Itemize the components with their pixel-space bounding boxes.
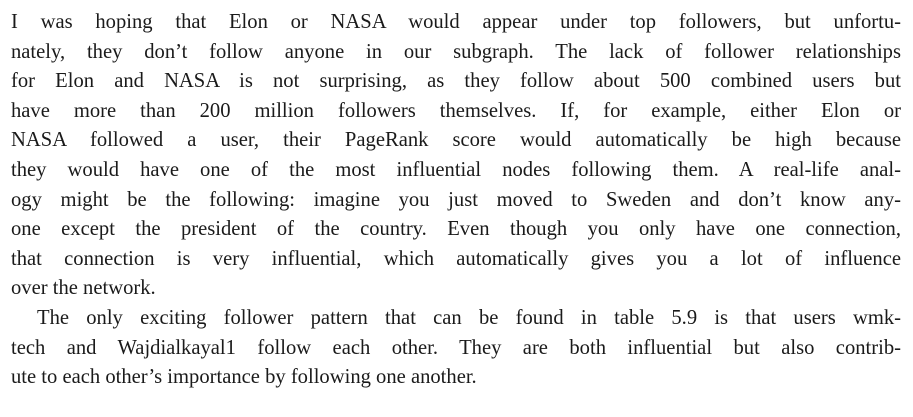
text-line: nately, they don’t follow anyone in our subgraph. The lack of follower relationships (11, 40, 901, 63)
text-line: over the network. (11, 277, 156, 300)
text-line: one except the president of the country. Even though you only have one connection, (11, 218, 901, 241)
text-line: for Elon and NASA is not surprising, as they follow about 500 combined users but (11, 70, 901, 93)
text-line: they would have one of the most influential nodes following them. A real-life anal- (11, 158, 901, 181)
text-line: ogy might be the following: imagine you just moved to Sweden and don’t know any- (11, 188, 901, 211)
text-line: NASA followed a user, their PageRank score would automatically be high because (11, 129, 901, 152)
text-line: I was hoping that Elon or NASA would appear under top followers, but unfortu- (11, 11, 901, 33)
text-line: that connection is very influential, which automatically gives you a lot of influence (11, 247, 901, 270)
paragraph-1 (11, 8, 901, 304)
paragraph-2 (11, 304, 901, 393)
text-line: The only exciting follower pattern that can be found in table 5.9 is that users wmk- (37, 306, 901, 329)
text-line: ute to each other’s importance by following one another. (11, 366, 477, 389)
text-line: tech and Wajdialkayal1 follow each other. They are both influential but also contrib- (11, 336, 901, 359)
text-line: have more than 200 million followers themselves. If, for example, either Elon or (11, 99, 901, 122)
document-body (11, 8, 901, 393)
